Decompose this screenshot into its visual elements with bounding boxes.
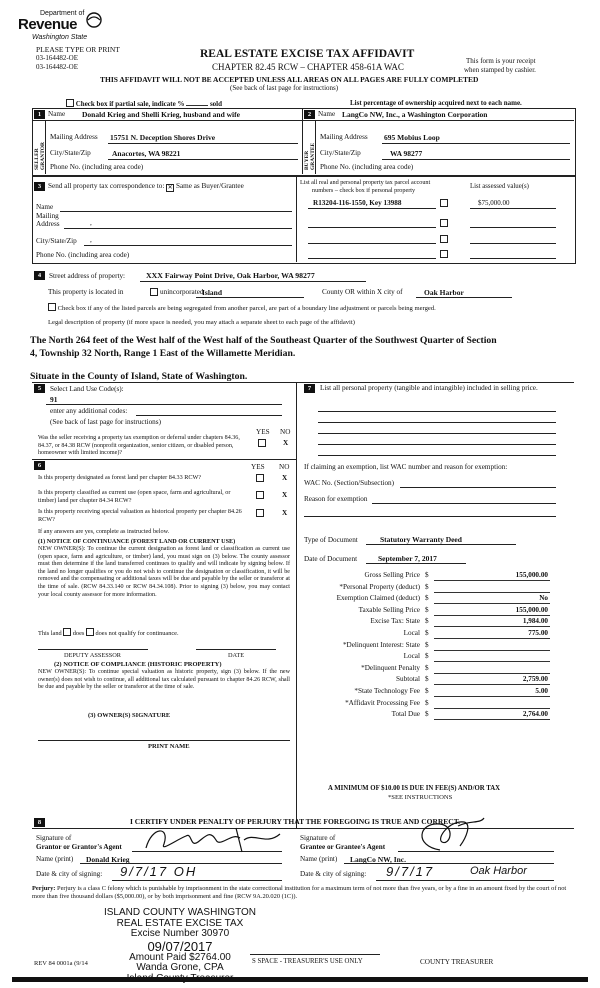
fee-label: Excise Tax: State [370, 617, 420, 626]
correspondence-text: Send all property tax correspondence to: [48, 182, 165, 190]
fee-label: *State Technology Fee [354, 687, 420, 695]
grantee-sig-label-1: Signature of [300, 834, 336, 842]
corr-name-label: Name [36, 203, 54, 211]
fee-currency: $ [425, 675, 429, 684]
wac-label: WAC No. (Section/Subsection) [304, 479, 395, 487]
fee-row [304, 675, 550, 685]
buyer-phone-label: Phone No. (including area code) [320, 163, 414, 171]
county-value[interactable]: Island [202, 288, 223, 297]
personal-property-label: List all personal property (tangible and intangible) included in selling price. [320, 384, 538, 392]
minimum-note: A MINIMUM OF $10.00 IS DUE IN FEE(S) AND/OR TAX [328, 785, 501, 792]
county-or-city: County OR within X city of [322, 288, 403, 296]
grantee-sig-label-2: Grantee or Grantee's Agent [300, 843, 386, 851]
fee-currency: $ [425, 605, 429, 614]
fee-currency: $ [425, 629, 429, 637]
segregated-checkbox[interactable] [48, 303, 56, 311]
buyer-city[interactable]: WA 98277 [390, 149, 423, 158]
see-back-label: (See back of last page for instructions) [50, 418, 161, 426]
fee-currency: $ [425, 640, 429, 649]
perjury-block [32, 885, 572, 902]
buyer-addr[interactable]: 695 Mobius Loop [384, 133, 440, 142]
land-use-label: Select Land Use Code(s): [50, 385, 124, 393]
fee-value[interactable]: 155,000.00 [515, 571, 548, 579]
ownership-note: List percentage of ownership acquired next to each name. [350, 99, 522, 107]
form-code-1: 03-164482-OE [36, 54, 78, 62]
corr-address-value[interactable]: , [90, 219, 92, 227]
s6-q2-no: X [282, 491, 288, 499]
fee-label: Exemption Claimed (deduct) [336, 594, 420, 603]
wa-state-icon [84, 12, 104, 28]
s6-q3: Is this property receiving special valuation as historical property per chapter 84.26 RCW? [38, 508, 242, 523]
unincorporated-checkbox[interactable] [150, 288, 158, 297]
fee-label: Taxable Selling Price [358, 605, 420, 614]
unincorporated-label: unincorporated [160, 288, 204, 296]
s5-yes-header: YES [256, 428, 270, 436]
parcel-checkbox-3[interactable] [440, 235, 448, 244]
seller-city-label: City/State/Zip [50, 149, 91, 157]
parcel-number[interactable]: R13204-116-1550, Key 13988 [313, 199, 402, 207]
seller-name[interactable]: Donald Krieg and Shelli Krieg, husband and wife [82, 110, 240, 119]
fee-value[interactable]: 2,764.00 [522, 710, 548, 719]
notice2-title: (2) NOTICE OF COMPLIANCE (HISTORIC PROPERTY) [54, 661, 222, 668]
county-treasurer: COUNTY TREASURER [420, 958, 494, 966]
grantor-sig-label-1: Signature of [36, 834, 72, 842]
fee-row [304, 710, 550, 720]
land-does-row [38, 628, 179, 637]
assessed-header: List assessed value(s) [470, 183, 529, 190]
fee-value[interactable]: 155,000.00 [515, 605, 548, 614]
section-3-badge: 3 [34, 182, 45, 191]
fee-row [304, 664, 550, 674]
segregated-note: Check box if any of the listed parcels are being segregated from another parcel, are part of a boundary line adjustment or parcels being merged. [57, 305, 436, 312]
section-1-badge: 1 [34, 110, 45, 119]
s5-no-answer: X [283, 439, 289, 447]
dept-line1: Department of [40, 10, 85, 17]
bottom-bar [12, 977, 588, 982]
s6-q2-yes-checkbox[interactable] [256, 491, 264, 500]
form-subtitle: CHAPTER 82.45 RCW – CHAPTER 458-61A WAC [212, 62, 404, 72]
corr-mailing-label: Mailing [36, 212, 59, 220]
corr-phone-label: Phone No. (including area code) [36, 251, 130, 259]
notice2-body: NEW OWNER(S): To continue special valuation as historic property, sign (3) below. If the new owner(s) does not wish to continue, all additional tax calculated pursuant to chapter 84.26 RCW, shall be due and payable by the seller or transferor at the time of sale. [38, 669, 290, 691]
partial-sale-row [66, 99, 222, 108]
fee-row [304, 617, 550, 627]
fee-label: *Delinquent Penalty [361, 663, 420, 672]
fee-label: *Affidavit Processing Fee [345, 698, 420, 707]
land-label: This land [38, 630, 62, 637]
grantor-date-label: Date & city of signing: [36, 870, 103, 878]
certify-text: I CERTIFY UNDER PENALTY OF PERJURY THAT THE FOREGOING IS TRUE AND CORRECT. [130, 817, 461, 826]
deputy-assessor: DEPUTY ASSESSOR [64, 652, 121, 659]
treasurer-space: S SPACE - TREASURER'S USE ONLY [252, 958, 363, 965]
rev-code: REV 84 0001a (9/14 [34, 960, 88, 967]
stamp-line-4: 09/07/2017 [147, 938, 213, 954]
fee-currency: $ [425, 687, 429, 695]
city-value[interactable]: Oak Harbor [424, 288, 464, 297]
section-5-badge: 5 [34, 384, 45, 393]
street-address[interactable]: XXX Fairway Point Drive, Oak Harbor, WA 98277 [146, 271, 315, 280]
located-label: This property is located in [48, 288, 124, 296]
fee-currency: $ [425, 710, 429, 719]
grantor-name[interactable]: Donald Krieg [86, 855, 130, 864]
receipt-note-2: when stamped by cashier. [464, 66, 536, 74]
segregated-row [48, 303, 436, 312]
warning-text: THIS AFFIDAVIT WILL NOT BE ACCEPTED UNLESS ALL AREAS ON ALL PAGES ARE FULLY COMPLETED [100, 75, 479, 84]
fee-row [304, 641, 550, 651]
fee-value[interactable]: 1,984.00 [522, 617, 548, 626]
grantee-name[interactable]: LangCo NW, Inc. [350, 855, 406, 864]
s6-yes-header: YES [251, 463, 265, 471]
s6-q2: Is this property classified as current use (open space, farm and agricultural, or timber) land per chapter 84.34 RCW? [38, 489, 231, 504]
grantee-city[interactable]: Oak Harbor [470, 865, 527, 877]
correspondence-label [48, 182, 244, 192]
fee-label: Total Due [391, 710, 420, 719]
same-as-checkbox[interactable]: ✕ [167, 185, 173, 191]
seller-name-label: Name [48, 110, 66, 118]
fee-value[interactable]: 2,759.00 [522, 675, 548, 684]
buyer-side-label: BUYER GRANTEE [304, 142, 316, 170]
doc-date-label: Date of Document [304, 555, 358, 563]
sold-label: sold [209, 100, 223, 108]
fee-label: *Personal Property (deduct) [339, 582, 420, 591]
exemption-label: If claiming an exemption, list WAC number and reason for exemption: [304, 463, 508, 471]
stamp-line-1: ISLAND COUNTY WASHINGTON [103, 907, 257, 918]
section-6-badge: 6 [34, 461, 45, 470]
fee-currency: $ [425, 652, 429, 661]
grantee-date[interactable]: 9/7/17 [386, 864, 435, 879]
fee-label: *Delinquent Interest: State [342, 640, 420, 649]
fee-value[interactable]: No [539, 594, 548, 603]
parcel-checkbox-4[interactable] [440, 250, 448, 259]
additional-codes-label: enter any additional codes: [50, 407, 128, 415]
s5-no-header: NO [280, 428, 291, 436]
land-use-code[interactable]: 91 [50, 395, 58, 404]
fee-value[interactable]: 5.00 [535, 687, 548, 695]
owner-signature: (3) OWNER(S) SIGNATURE [88, 712, 171, 719]
buyer-name[interactable]: LangCo NW, Inc., a Washington Corporation [342, 110, 488, 119]
section-7-badge: 7 [304, 384, 315, 393]
print-name: PRINT NAME [148, 743, 190, 750]
buyer-name-label: Name [318, 110, 336, 118]
section-2-badge: 2 [304, 110, 315, 119]
section-8-badge: 8 [34, 818, 45, 827]
fee-row [304, 571, 550, 581]
fee-row [304, 606, 550, 616]
street-label: Street address of property: [49, 272, 126, 280]
fee-row [304, 652, 550, 662]
see-instructions: *SEE INSTRUCTIONS [388, 794, 453, 801]
fee-currency: $ [425, 663, 429, 672]
parcel-checkbox-1[interactable] [440, 199, 448, 208]
partial-sale-checkbox[interactable] [66, 99, 74, 107]
fee-row [304, 699, 550, 709]
fee-row [304, 594, 550, 604]
stamp-line-3: Excise Number 30970 [130, 928, 230, 939]
doc-type-label: Type of Document [304, 536, 358, 544]
does-not-checkbox[interactable] [86, 628, 94, 636]
corr-address-label: Address [36, 220, 60, 228]
legal-line-3: Situate in the County of Island, State of Washington. [30, 371, 248, 382]
grantor-signature [140, 822, 290, 856]
legal-line-2: 4, Township 32 North, Range 1 East of the Willamette Meridian. [30, 348, 296, 359]
does-label: does [72, 630, 85, 637]
does-checkbox[interactable] [63, 628, 71, 636]
fee-row [304, 687, 550, 697]
s5-yes-checkbox[interactable] [258, 439, 266, 448]
stamp-line-2: REAL ESTATE EXCISE TAX [116, 917, 244, 929]
please-type: PLEASE TYPE OR PRINT [36, 45, 120, 54]
s6-no-header: NO [279, 463, 290, 471]
same-as-label: Same as Buyer/Grantee [175, 182, 244, 190]
grantee-signature [410, 816, 490, 856]
perjury-text: Perjury is a class C felony which is punishable by imprisonment in the state correctional institution for a maximum term of not more than five years, or by a fine in an amount fixed by the court of not more than five thousand dollars ($5,000.00), or by both imprisonment and fine (RCW 9A.20.020 (1C)). [32, 885, 567, 901]
form-code-2: 03-164482-OE [36, 63, 78, 71]
parcel-header-2: numbers – check box if personal property [312, 187, 416, 194]
buyer-addr-label: Mailing Address [320, 133, 368, 141]
grantor-date[interactable]: 9/7/17 OH [120, 864, 198, 879]
dept-line2: Revenue [18, 16, 78, 33]
notice1-title: (1) NOTICE OF CONTINUANCE (FOREST LAND OR CURRENT USE) [38, 538, 236, 545]
doc-date[interactable]: September 7, 2017 [378, 554, 437, 563]
assessed-value[interactable]: $75,000.00 [478, 199, 510, 207]
buyer-city-label: City/State/Zip [320, 149, 361, 157]
fee-row [304, 629, 550, 639]
s6-q3-no: X [282, 509, 288, 517]
s6-q1-no: X [282, 474, 288, 482]
reason-label: Reason for exemption [304, 495, 368, 503]
fee-value[interactable]: 775.00 [528, 629, 548, 637]
treasurer-stamp [100, 908, 260, 984]
fee-label: Subtotal [396, 675, 420, 684]
seller-side-label: SELLER GRANTOR [34, 141, 46, 170]
perjury-label: Perjury: [32, 885, 56, 892]
fee-currency: $ [425, 698, 429, 707]
does-not-label: does not qualify for continuance. [95, 630, 179, 637]
legal-label: Legal description of property (if more space is needed, you may attach a separate sheet to each page of the affidavit) [48, 319, 355, 326]
grantor-name-label: Name (print) [36, 855, 74, 863]
notice1-body: NEW OWNER(S): To continue the current designation as forest land or classification as current use (open space, farm and agriculture, or timber) land, you must sign on (3) below. The county assessor must then determine if the land transferred continues to qualify and will indicate by signing below. If the land no longer qualifies or you do not wish to continue the designation or classification, it will be removed and the compensating or additional taxes will be due and payable by the seller or transferor at the time of sale. (RCW 84.33.140 or RCW 84.34.108). Prior to signing (3) below, you may contact your local county assessor for more information. [38, 546, 290, 598]
doc-type[interactable]: Statutory Warranty Deed [380, 535, 462, 544]
s5-question: Was the seller receiving a property tax exemption or deferral under chapters 84.36, 84.37, or 84.38 RCW (nonprofit organization, senior citizen, or disabled person, homeowner with limited income)? [38, 435, 240, 456]
fee-label: Gross Selling Price [364, 571, 420, 579]
parcel-header-1: List all real and personal property tax parcel account [300, 179, 431, 186]
seller-city[interactable]: Anacortes, WA 98221 [112, 149, 181, 158]
s6-q3-yes-checkbox[interactable] [256, 509, 264, 518]
corr-city-value[interactable]: , [90, 236, 92, 244]
deputy-date: DATE [228, 652, 245, 659]
stamp-line-6: Wanda Grone, CPA [136, 962, 224, 973]
stamp-line-5: Amount Paid $2764.00 [129, 951, 231, 963]
fee-currency: $ [425, 617, 429, 626]
seller-phone-label: Phone No. (including area code) [50, 163, 144, 171]
s6-if-yes: If any answers are yes, complete as instructed below. [38, 528, 170, 535]
fee-currency: $ [425, 582, 429, 591]
fee-label: Local [403, 652, 420, 661]
grantor-sig-label-2: Grantor or Grantor's Agent [36, 843, 122, 851]
form-title: REAL ESTATE EXCISE TAX AFFIDAVIT [200, 48, 415, 60]
s6-q1: Is this property designated as forest land per chapter 84.33 RCW? [38, 474, 202, 481]
fee-currency: $ [425, 571, 429, 579]
instructions-note: (See back of last page for instructions) [230, 84, 339, 92]
seller-addr[interactable]: 15751 N. Deception Shores Drive [110, 133, 216, 142]
fee-label: Local [403, 629, 420, 637]
corr-city-label: City/State/Zip [36, 237, 77, 245]
grantee-name-label: Name (print) [300, 855, 338, 863]
seller-addr-label: Mailing Address [50, 133, 98, 141]
fee-currency: $ [425, 594, 429, 603]
section-4-badge: 4 [34, 271, 45, 280]
fee-row [304, 583, 550, 593]
partial-sale-label: Check box if partial sale, indicate % [75, 100, 185, 108]
s6-q1-yes-checkbox[interactable] [256, 474, 264, 483]
receipt-note-1: This form is your receipt [466, 57, 536, 65]
grantee-date-label: Date & city of signing: [300, 870, 367, 878]
dept-line3: Washington State [32, 34, 88, 41]
parcel-checkbox-2[interactable] [440, 219, 448, 228]
legal-line-1: The North 264 feet of the West half of the West half of the Southeast Quarter of the Southwest Quarter of Section [30, 335, 497, 346]
